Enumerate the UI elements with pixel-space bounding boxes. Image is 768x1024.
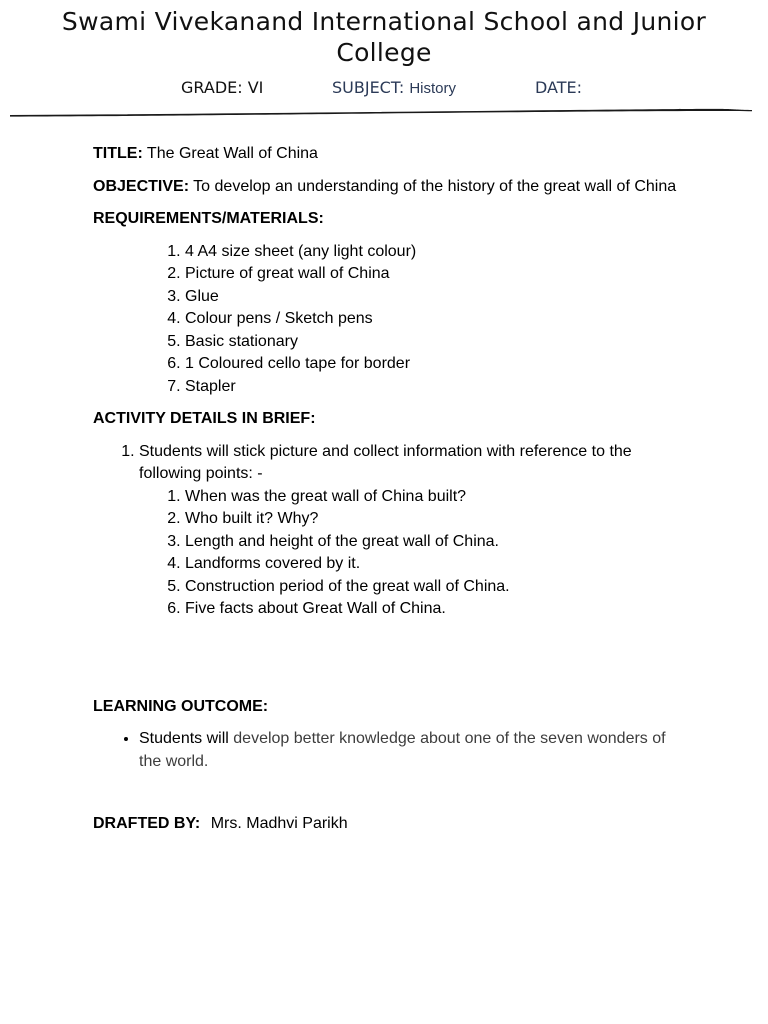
requirements-list	[93, 241, 683, 399]
date-label: DATE:	[535, 78, 583, 97]
title-label: TITLE:	[93, 145, 143, 162]
header-divider	[10, 100, 752, 120]
list-item: 1. 4 A4 size sheet (any light colour)	[185, 241, 683, 264]
drafted-name: Mrs. Madhvi Parikh	[210, 815, 348, 832]
meta-row	[0, 78, 768, 102]
list-item: 5. Basic stationary	[185, 331, 683, 354]
list-item	[139, 728, 683, 773]
title-line	[93, 143, 683, 166]
school-name: Swami Vivekanand International School and Junior College	[61, 7, 707, 67]
list-item: 2. Who built it? Why?	[185, 508, 683, 531]
outcome-lead: Students will	[139, 730, 229, 747]
drafted-line	[93, 813, 683, 836]
activity-item	[139, 441, 683, 621]
list-item: 5. Construction period of the great wall of China.	[185, 576, 683, 599]
list-item: 3. Glue	[185, 286, 683, 309]
title-value: The Great Wall of China	[146, 145, 318, 162]
activity-heading: ACTIVITY DETAILS IN BRIEF:	[93, 410, 316, 427]
list-item: 6. Five facts about Great Wall of China.	[185, 598, 683, 621]
subject-label: SUBJECT:	[332, 78, 405, 97]
grade-field	[181, 78, 263, 97]
outcome-text: develop better knowledge about one of the seven wonders of the world.	[139, 730, 666, 770]
drafted-label: DRAFTED BY:	[93, 815, 201, 832]
activity-points-list	[139, 486, 683, 621]
subject-value: History	[409, 80, 457, 97]
requirements-heading: REQUIREMENTS/MATERIALS:	[93, 210, 324, 227]
list-item: 1. When was the great wall of China built?	[185, 486, 683, 509]
subject-field	[332, 78, 456, 97]
list-item: 2. Picture of great wall of China	[185, 263, 683, 286]
list-item: 3. Length and height of the great wall of China.	[185, 531, 683, 554]
list-item: 4. Colour pens / Sketch pens	[185, 308, 683, 331]
objective-label: OBJECTIVE:	[93, 177, 190, 195]
objective-line	[93, 176, 683, 199]
grade-label: GRADE:	[181, 78, 243, 97]
list-item: 4. Landforms covered by it.	[185, 553, 683, 576]
outcome-heading: LEARNING OUTCOME:	[93, 697, 269, 715]
activity-item-text: Students will stick picture and collect information with reference to the following points: -	[139, 442, 632, 482]
grade-value: VI	[247, 78, 264, 97]
section-spacer	[93, 621, 683, 696]
activity-list	[93, 441, 683, 621]
document-body	[93, 143, 683, 846]
objective-value: To develop an understanding of the history of the great wall of China	[193, 177, 677, 195]
outcome-list	[93, 728, 683, 773]
list-item: 7. Stapler	[185, 376, 683, 399]
date-field	[535, 78, 582, 97]
list-item: 6. 1 Coloured cello tape for border	[185, 353, 683, 376]
